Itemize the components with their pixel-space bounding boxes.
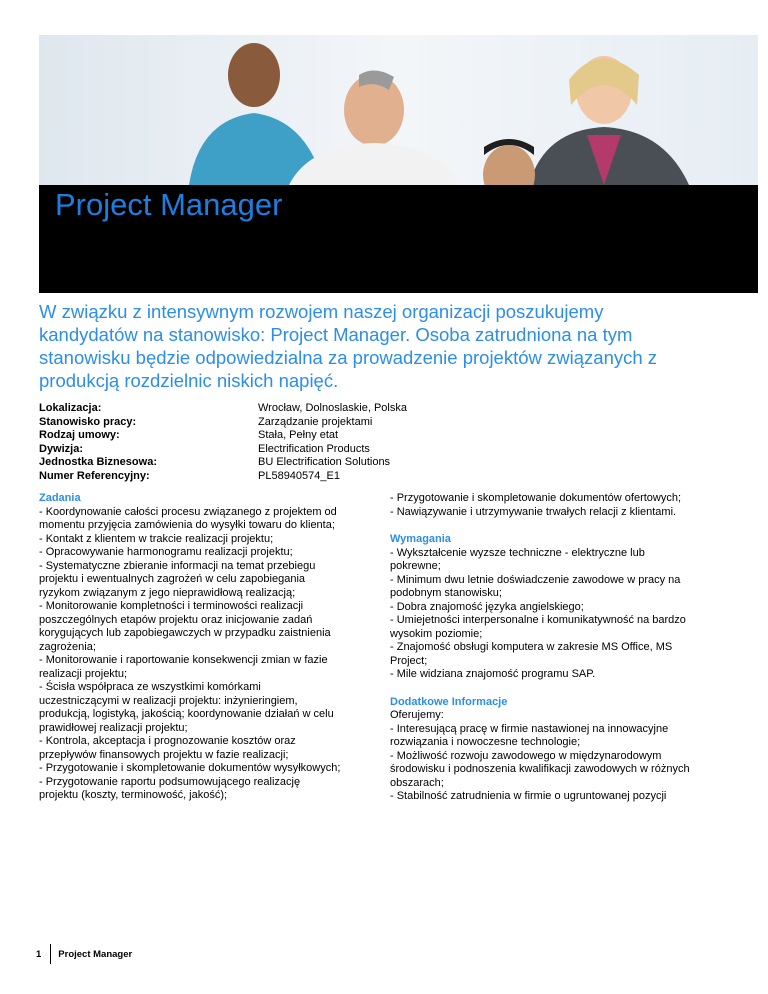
page-footer [36, 944, 132, 964]
detail-value: Wrocław, Dolnoslaskie, Polska [258, 402, 407, 414]
list-item: - Monitorowanie i raportowanie konsekwencji zmian w fazie [39, 654, 328, 666]
detail-value: Stała, Pełny etat [258, 429, 339, 442]
detail-value: Zarządzanie projektami [258, 415, 373, 428]
wymagania-section [390, 533, 720, 682]
footer-divider [50, 944, 51, 964]
detail-value: BU Electrification Solutions [258, 456, 391, 469]
list-item: - Mile widziana znajomość programu SAP. [390, 668, 596, 680]
list-item: - Znajomość obsługi komputera w zakresie MS Office, MS [390, 641, 673, 653]
list-item: uczestniczącymi w realizacji projektu: inżynieringiem, [39, 694, 298, 707]
list-item: poszczególnych etapów projektu oraz inicjowanie zadań [39, 613, 313, 626]
detail-label: Lokalizacja: [39, 402, 102, 414]
list-item: - Przygotowanie i skompletowanie dokumentów ofertowych; [390, 492, 682, 504]
list-item: - Dobra znajomość języka angielskiego; [390, 600, 584, 613]
list-item: prawidłowej realizacji projektu; [39, 721, 188, 734]
list-item: Project; [390, 654, 428, 667]
list-item: projektu (koszty, terminowość, jakość); [39, 789, 228, 801]
list-item: obszarach; [390, 776, 444, 789]
list-item: - Możliwość rozwoju zawodowego w międzynarodowym [390, 749, 662, 762]
list-item: - Przygotowanie raportu podsumowującego realizację [39, 775, 301, 788]
left-column [39, 492, 364, 803]
list-item: pokrewne; [390, 560, 441, 572]
dodatkowe-section [390, 696, 720, 804]
detail-row-business-unit [39, 456, 407, 470]
list-item: - Kontrola, akceptacja i prognozowanie kosztów oraz [39, 735, 296, 747]
list-item: - Minimum dwu letnie doświadczenie zawodowe w pracy na [390, 573, 681, 586]
footer-title: Project Manager [58, 948, 133, 960]
job-details [39, 402, 407, 484]
list-item: wysokim poziomie; [390, 627, 483, 640]
detail-label: Jednostka Biznesowa: [39, 456, 157, 469]
list-item: - Ścisła współpraca ze wszystkimi komórkami [39, 681, 261, 693]
list-item: - Umiejetności interpersonalne i komunikatywność na bardzo [390, 614, 686, 626]
zadania-list [39, 506, 364, 803]
detail-label: Dywizja: [39, 442, 84, 455]
list-item: rozwiązania i nowoczesne technologie; [390, 736, 581, 748]
page-title: Project Manager [55, 187, 283, 222]
detail-row-division [39, 443, 407, 457]
list-item: środowisku i podnoszenia kwalifikacji zawodowych w różnych [390, 763, 690, 775]
list-item: - Nawiązywanie i utrzymywanie trwałych relacji z klientami. [390, 505, 677, 518]
section-heading-dodatkowe: Dodatkowe Informacje [390, 695, 508, 708]
list-item: - Interesującą pracę w firmie nastawionej na innowacyjne [390, 722, 669, 735]
list-item: - Wykształcenie wyzsze techniczne - elektryczne lub [390, 546, 645, 559]
list-item: - Koordynowanie całości procesu związanego z projektem od [39, 505, 337, 518]
detail-value: Electrification Products [258, 442, 370, 455]
detail-label: Numer Referencyjny: [39, 469, 150, 482]
detail-row-reference [39, 470, 407, 484]
zadania-continued [390, 492, 720, 519]
list-item: podobnym stanowisku; [390, 587, 502, 599]
detail-label: Rodzaj umowy: [39, 429, 120, 442]
hero-banner [39, 35, 758, 293]
list-item: korygujących lub zapobiegawczych w przypadku zaistnienia [39, 627, 331, 639]
page-number: 1 [36, 948, 42, 960]
office-team-photo [39, 35, 758, 185]
list-item: - Stabilność zatrudnienia w firmie o ugruntowanej pozycji [390, 790, 667, 802]
right-column [390, 492, 720, 818]
list-item: ryzykom związanym z jego nieprawidłową realizacją; [39, 586, 296, 599]
list-item: projektu i ewentualnych zagrożeń w celu zapobiegania [39, 573, 306, 585]
detail-value: PL58940574_E1 [258, 469, 340, 482]
list-item: momentu przyjęcia zamówienia do wysyłki towaru do klienta; [39, 519, 335, 531]
section-heading-zadania: Zadania [39, 492, 81, 504]
detail-row-location [39, 402, 407, 416]
list-item: Oferujemy: [390, 709, 444, 721]
detail-label: Stanowisko pracy: [39, 415, 137, 428]
list-item: przepływów finansowych projektu w fazie realizacji; [39, 748, 289, 761]
list-item: - Kontakt z klientem w trakcie realizacji projektu; [39, 532, 274, 545]
list-item: realizacji projektu; [39, 667, 128, 680]
detail-row-contract [39, 429, 407, 443]
list-item: zagrożenia; [39, 640, 96, 653]
list-item: - Monitorowanie kompletności i terminowości realizacji [39, 600, 304, 612]
list-item: produkcją, logistyką, jakością; koordynowanie działań w celu [39, 708, 334, 720]
list-item: - Przygotowanie i skompletowanie dokumentów wysyłkowych; [39, 762, 341, 774]
list-item: - Opracowywanie harmonogramu realizacji projektu; [39, 546, 293, 558]
detail-row-position [39, 416, 407, 430]
intro-paragraph: W związku z intensywnym rozwojem naszej organizacji poszukujemy kandydatów na stanowisko: Project Manager. Osoba zatrudniona na tym stanowisku będzie odpowiedzialna za prowadzenie projektów związanych z produkcją rozdzielnic niskich napięć. [39, 301, 658, 391]
section-heading-wymagania: Wymagania [390, 533, 451, 545]
list-item: - Systematyczne zbieranie informacji na temat przebiegu [39, 559, 316, 572]
